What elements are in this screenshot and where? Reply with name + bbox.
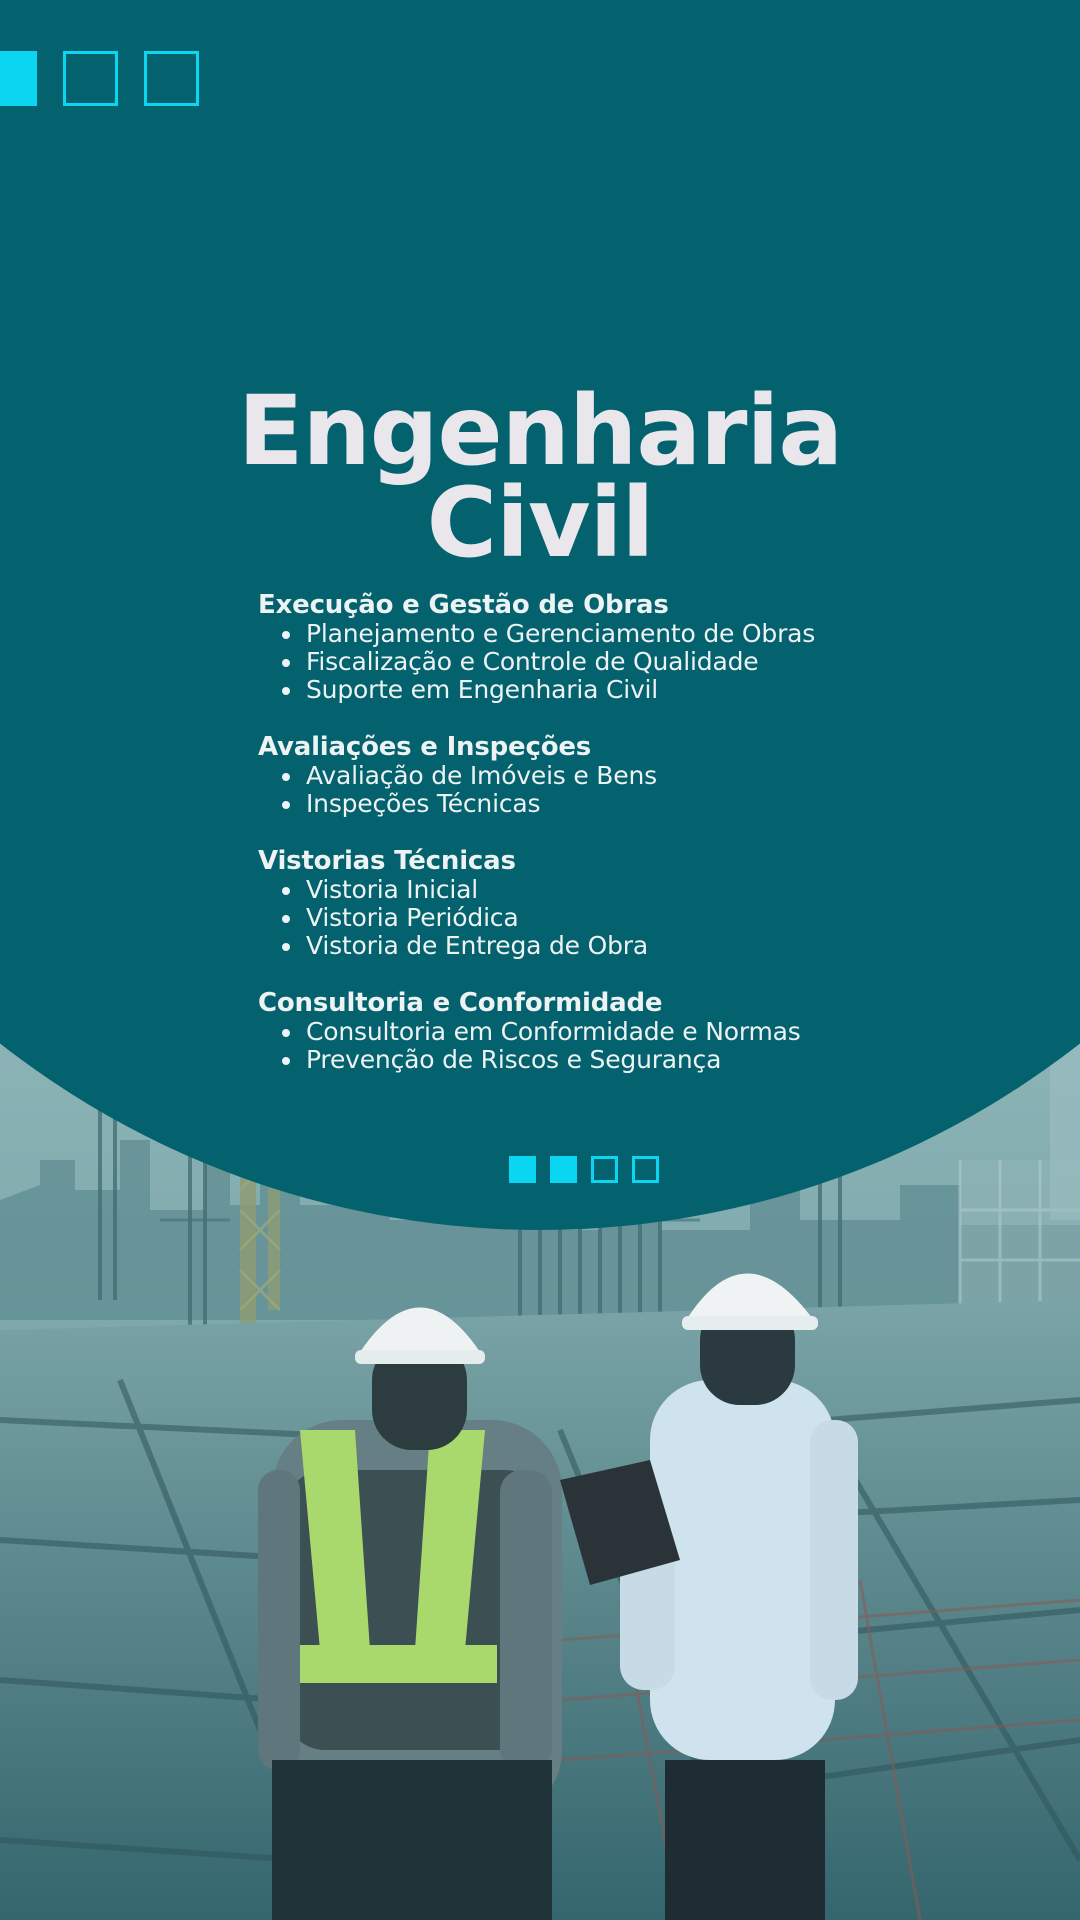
top-square-decoration xyxy=(0,51,199,106)
service-section-vistorias xyxy=(258,846,978,960)
outline-square-icon xyxy=(144,51,199,106)
list-item: Avaliação de Imóveis e Bens xyxy=(306,762,978,790)
list-item: Vistoria de Entrega de Obra xyxy=(306,932,978,960)
list-item: Planejamento e Gerenciamento de Obras xyxy=(306,620,978,648)
list-item: Inspeções Técnicas xyxy=(306,790,978,818)
title-line-2: Civil xyxy=(426,467,654,579)
mid-square-decoration xyxy=(509,1156,659,1183)
filled-square-icon xyxy=(550,1156,577,1183)
section-title: Avaliações e Inspeções xyxy=(258,732,592,762)
filled-square-icon xyxy=(509,1156,536,1183)
filled-square-icon xyxy=(0,51,37,106)
section-items xyxy=(258,762,978,818)
list-item: Vistoria Inicial xyxy=(306,876,978,904)
outline-square-icon xyxy=(591,1156,618,1183)
section-title: Execução e Gestão de Obras xyxy=(258,590,669,620)
section-items xyxy=(258,876,978,960)
list-item: Fiscalização e Controle de Qualidade xyxy=(306,648,978,676)
section-items xyxy=(258,620,978,704)
list-item: Suporte em Engenharia Civil xyxy=(306,676,978,704)
service-section-consultoria xyxy=(258,988,978,1074)
list-item: Vistoria Periódica xyxy=(306,904,978,932)
section-title: Vistorias Técnicas xyxy=(258,846,516,876)
service-section-avaliacoes xyxy=(258,732,978,818)
section-items xyxy=(258,1018,978,1074)
outline-square-icon xyxy=(632,1156,659,1183)
page-title xyxy=(0,375,1080,579)
list-item: Consultoria em Conformidade e Normas xyxy=(306,1018,978,1046)
list-item: Prevenção de Riscos e Segurança xyxy=(306,1046,978,1074)
section-title: Consultoria e Conformidade xyxy=(258,988,663,1018)
title-line-1: Engenharia xyxy=(237,375,843,487)
service-section-execucao xyxy=(258,590,978,704)
services-list xyxy=(258,590,978,1102)
outline-square-icon xyxy=(63,51,118,106)
